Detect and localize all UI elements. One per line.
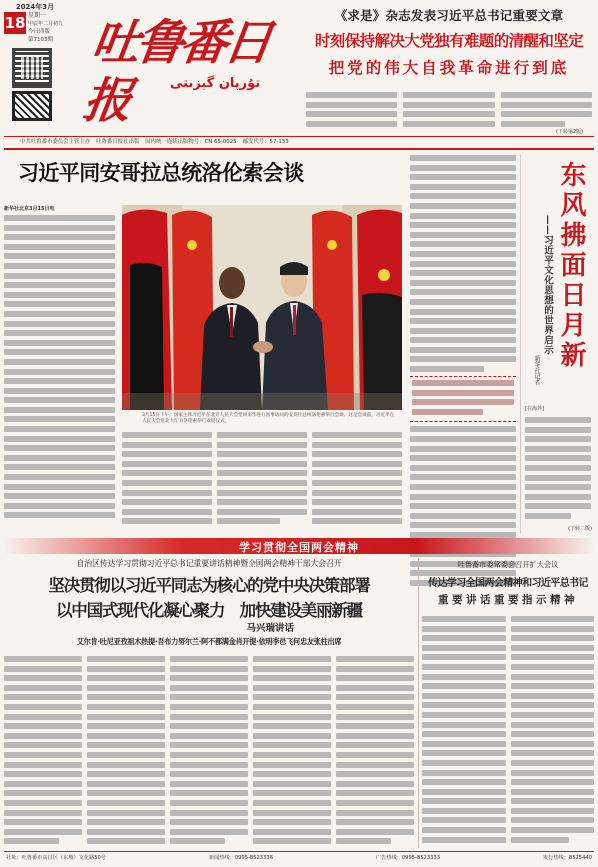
lead-photo bbox=[122, 205, 402, 410]
footer-dist-hotline: 发行热线：8525440 bbox=[542, 855, 592, 861]
issue-number: 第7103期 bbox=[28, 37, 53, 43]
top-story-jump: (下转第2版) bbox=[556, 129, 584, 135]
footer bbox=[6, 854, 592, 862]
footer-news-hotline: 新闻热线：0995-8523336 bbox=[208, 855, 274, 861]
cn-number: 国内统一连续出版物号：CN 65-0025 bbox=[145, 139, 237, 145]
date-ym: 2024年3月 bbox=[15, 3, 55, 11]
photo-caption: 3月15日下午，国家主席习近平在北京人民大会堂同来华进行国事访问的安哥拉总统洛伦索举行会谈。这是会谈前，习近平在人民大会堂北大厅为洛伦索举行欢迎仪式。 bbox=[142, 413, 395, 425]
lead-body-left bbox=[4, 205, 115, 535]
rule bbox=[4, 148, 594, 150]
side-jump: (下转二版) bbox=[568, 526, 592, 532]
edition-count: 今日四版 bbox=[28, 29, 51, 35]
lianghui-banner bbox=[4, 538, 594, 554]
qr-code-icon bbox=[12, 91, 52, 121]
lead-dateline: 新华社北京3月15日电 bbox=[4, 206, 55, 212]
top-story bbox=[306, 6, 592, 92]
rule bbox=[4, 851, 594, 852]
post-code: 邮发代号：57-133 bbox=[242, 139, 289, 145]
side-column bbox=[520, 155, 594, 533]
top-story-headline-1: 时刻保持解决大党独有难题的清醒和坚定 bbox=[314, 32, 584, 50]
lianghui-kicker: 自治区传达学习贯彻习近平总书记重要讲话精神暨全国两会精神干部大会召开 bbox=[76, 559, 342, 568]
newspaper-logo bbox=[79, 14, 300, 129]
top-story-kicker: 《求是》杂志发表习近平总书记重要文章 bbox=[334, 8, 564, 23]
qr-code-icon bbox=[12, 48, 52, 88]
side-quote-tag: [在海外] bbox=[525, 406, 544, 412]
lianghui-story-subhead bbox=[4, 620, 414, 652]
lianghui-story-body bbox=[4, 656, 414, 846]
publisher: 中共吐鲁番市委员会主管主办 bbox=[20, 139, 91, 145]
lianghui-attendees: 艾尔肯·吐尼亚孜祖木热提·吾布力努尔兰·阿不都满金肖开提·依明李邑飞何忠友张柱出席 bbox=[76, 637, 342, 646]
top-story-body bbox=[306, 92, 592, 134]
lead-headline: 习近平同安哥拉总统洛伦索会谈 bbox=[18, 161, 304, 185]
lunar-date: 甲辰年二月初九 bbox=[28, 21, 64, 27]
press: 吐鲁番日报社出版 bbox=[96, 139, 140, 145]
meeting-photo bbox=[122, 205, 402, 410]
side-headline: 东风拂面日月新 bbox=[556, 161, 586, 371]
lianghui-headline-2: 以中国式现代化凝心聚力 加快建设美丽新疆 bbox=[55, 601, 362, 620]
right-story-headline-1: 传达学习全国两会精神和习近平总书记 bbox=[428, 578, 588, 589]
right-story-kicker: 吐鲁番市委常委会召开扩大会议 bbox=[457, 560, 559, 569]
publisher-bar bbox=[20, 138, 580, 146]
lead-body-bottom bbox=[122, 432, 402, 532]
right-story-headline-2: 重要讲话重要指示精神 bbox=[438, 594, 578, 606]
lead-headline-box bbox=[4, 157, 402, 197]
middle-column bbox=[410, 155, 516, 533]
rule bbox=[4, 136, 594, 137]
date-day: 18 bbox=[4, 14, 26, 32]
footer-ad-hotline: 广告热线：0995-8523333 bbox=[375, 855, 441, 861]
newspaper-title-uyghur: تۇرپان گېزىتى bbox=[170, 76, 261, 91]
side-subhead: ——习近平文化思想的世界启示 bbox=[542, 215, 553, 355]
newspaper-title: 吐鲁番日报 bbox=[79, 15, 273, 129]
side-byline: 新华社记者 bbox=[533, 355, 540, 385]
weekday: 星期一 bbox=[28, 12, 47, 19]
date-box bbox=[4, 3, 66, 130]
lianghui-banner-label: 学习贯彻全国两会精神 bbox=[239, 541, 359, 554]
lianghui-headline-1: 坚决贯彻以习近平同志为核心的党中央决策部署 bbox=[48, 576, 370, 595]
lianghui-speaker: 马兴瑞讲话 bbox=[246, 623, 294, 634]
right-story-head bbox=[422, 560, 594, 620]
right-story-body bbox=[422, 616, 594, 848]
column-divider bbox=[418, 558, 419, 848]
footer-address: 社址：吐鲁番市高昌区（东城）文化路50号 bbox=[6, 855, 106, 861]
top-story-headline-2: 把党的伟大自我革命进行到底 bbox=[328, 59, 570, 77]
